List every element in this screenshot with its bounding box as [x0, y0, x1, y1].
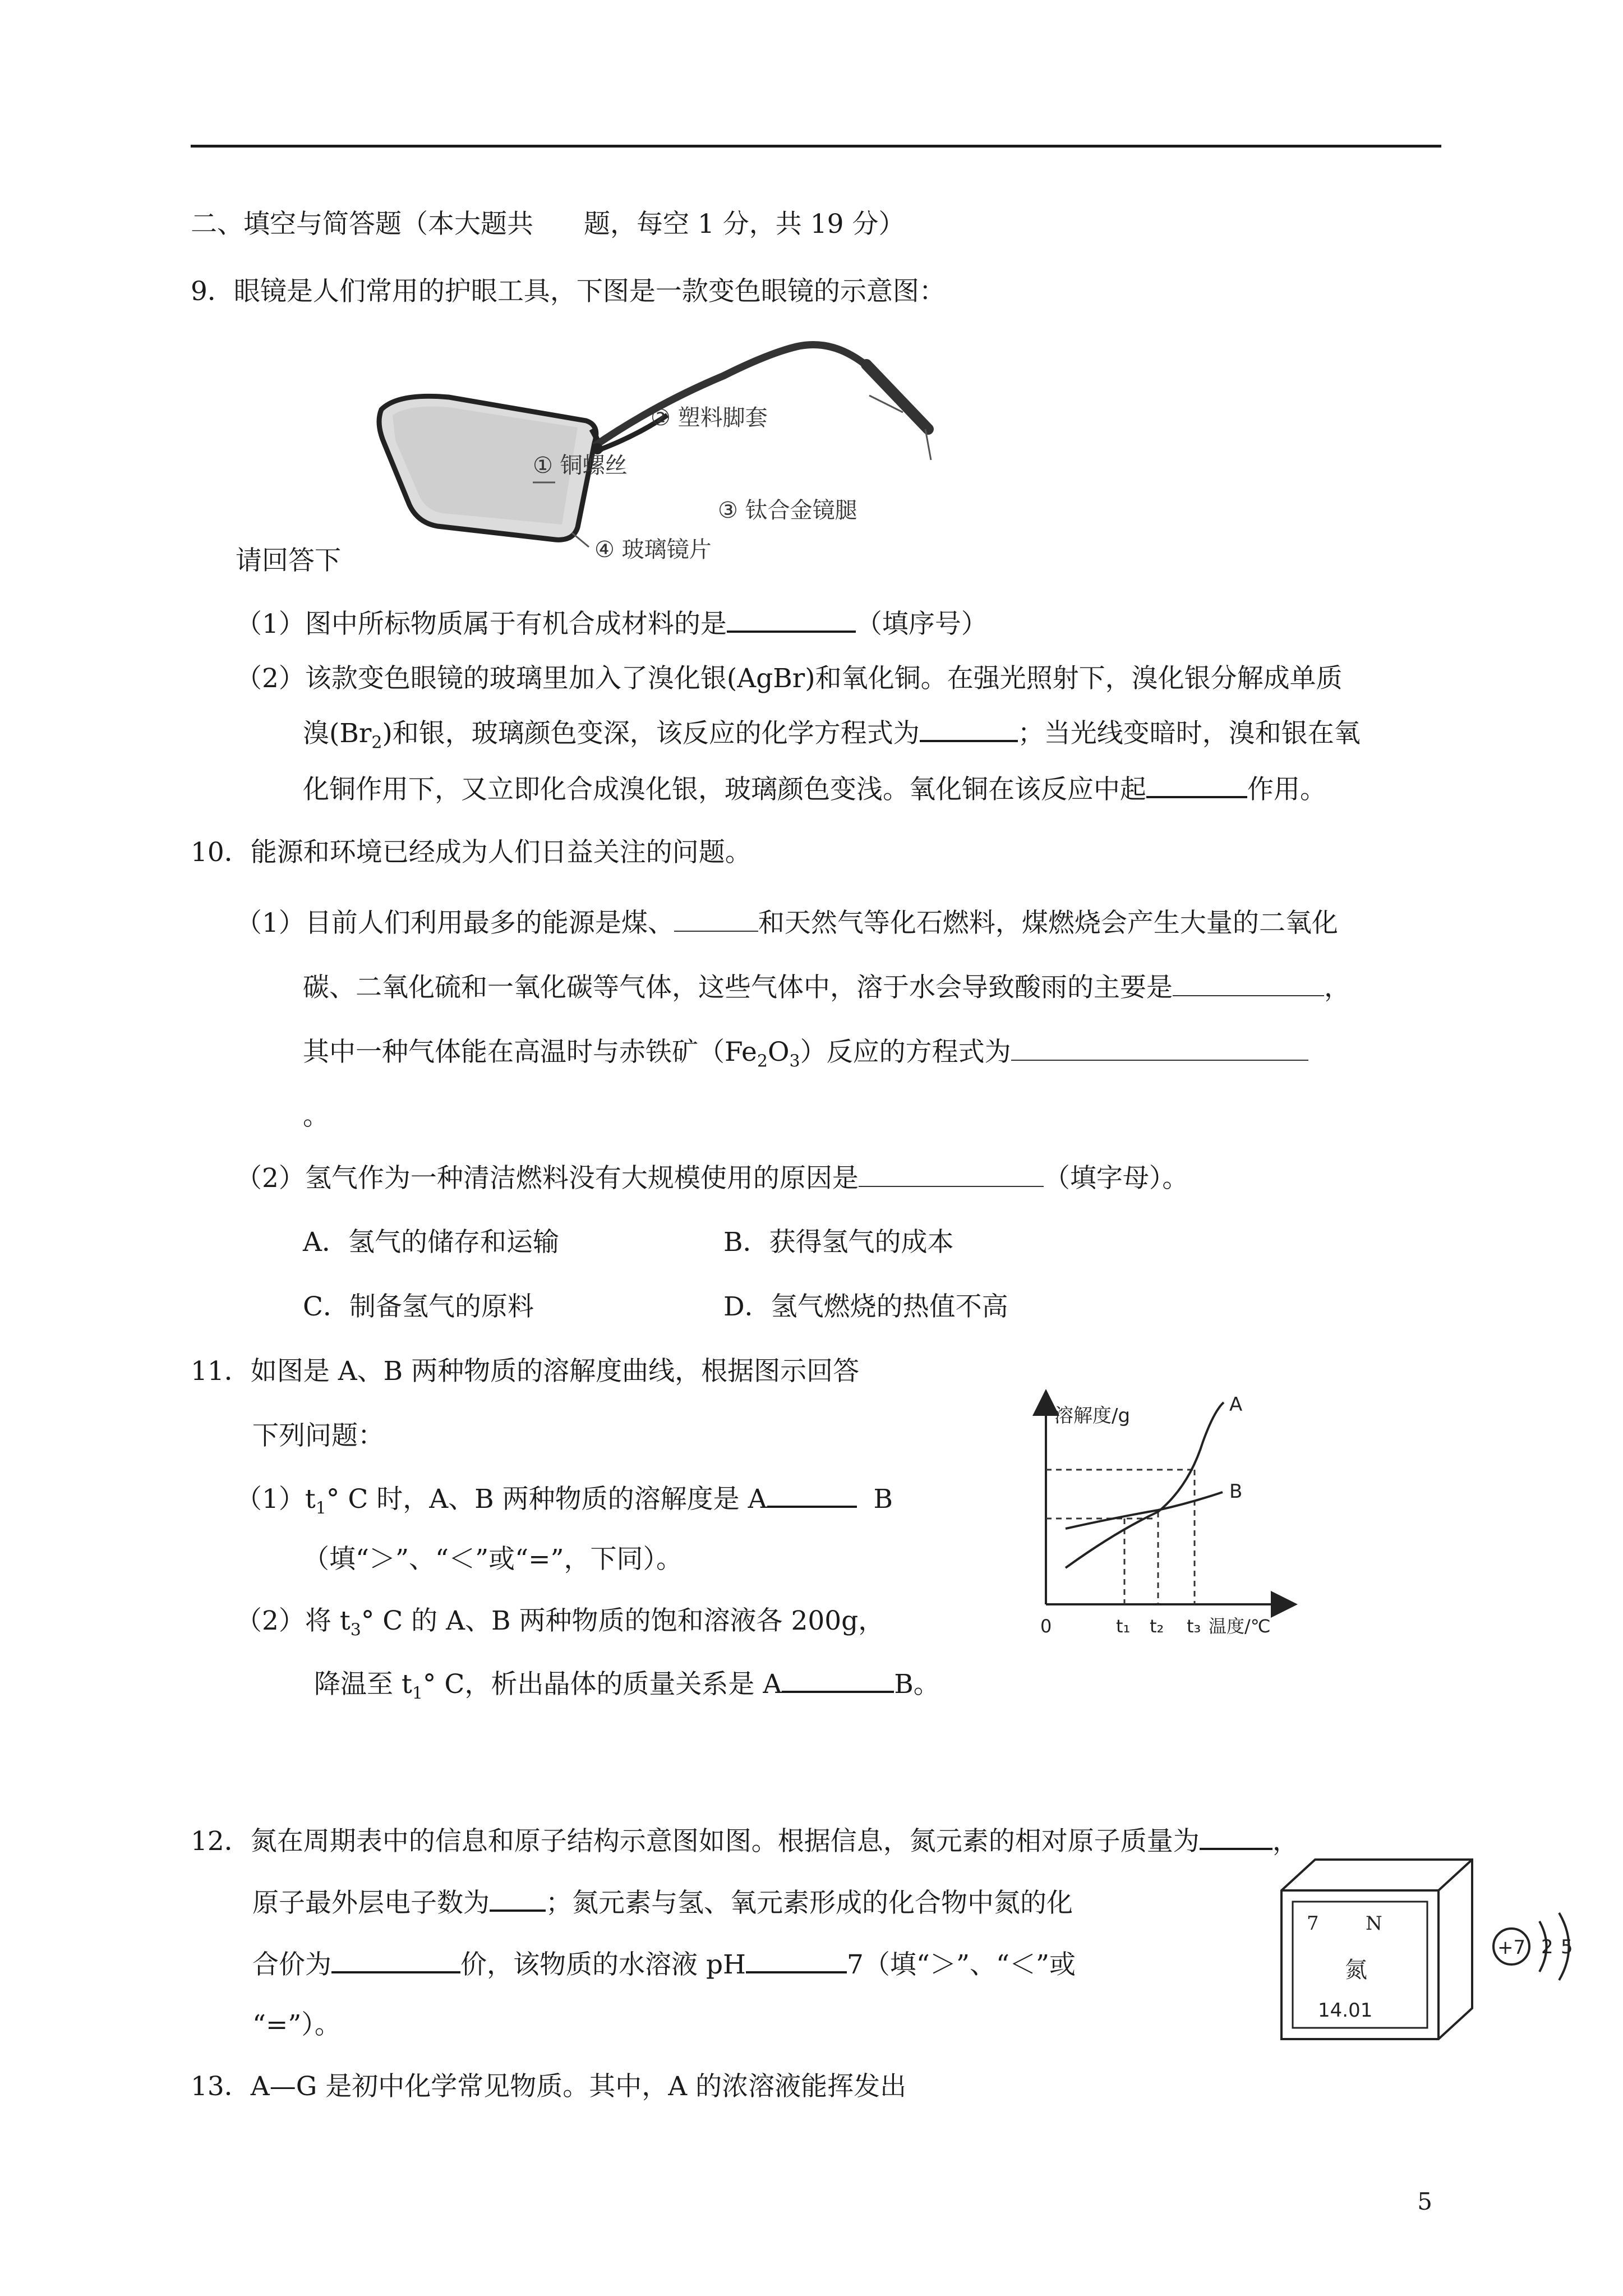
shell2-electrons: 5 — [1561, 1936, 1573, 1958]
chart-tick-t3: t₃ — [1187, 1616, 1201, 1637]
solubility-chart-svg — [1021, 1386, 1301, 1649]
answer-blank[interactable] — [727, 606, 856, 633]
label-plastic-tip: ② 塑料脚套 — [651, 405, 768, 431]
page-number: 5 — [1417, 2188, 1432, 2215]
q9-part2-line2: 溴$(Br_2)$和银，玻璃颜色变深，该反应的化学方程式为 ；当光线变暗时，溴和银在氧 — [303, 715, 1361, 760]
answer-blank[interactable] — [767, 1481, 857, 1508]
q10-option-c: C．制备氢气的原料 — [303, 1291, 534, 1322]
q11-part2: （2）将 $t_3^\circ$ C 的 A、B 两种物质的饱和溶液各 200g， — [236, 1605, 885, 1640]
q12-line1: 12．氮在周期表中的信息和原子结构示意图如图。根据信息，氮元素的相对原子质量为 ， — [191, 1823, 1299, 1858]
answer-blank[interactable] — [1173, 970, 1324, 996]
periodic-element-box — [1279, 1857, 1475, 2042]
answer-blank[interactable] — [746, 1947, 847, 1973]
element-symbol: N — [1366, 1912, 1382, 1935]
q10-part2: （2）氢气作为一种清洁燃料没有大规模使用的原因是 （填字母）。 — [236, 1161, 1188, 1195]
q10-option-b: B．获得氢气的成本 — [723, 1227, 954, 1258]
answer-blank[interactable] — [331, 1947, 460, 1973]
q11-part2-line2: 降温至 $t_1^\circ$ C，析出晶体的质量关系是 A B。 — [314, 1666, 940, 1710]
chart-label-b: B — [1229, 1480, 1243, 1503]
q9-stem: 9．眼镜是人们常用的护眼工具，下图是一款变色眼镜的示意图： — [191, 276, 946, 307]
element-mass: 14.01 — [1318, 1999, 1373, 2022]
label-titanium-temple: ③ 钛合金镜腿 — [718, 498, 857, 523]
chart-tick-t1: t₁ — [1116, 1616, 1131, 1637]
answer-blank[interactable] — [1011, 1035, 1308, 1061]
answer-blank[interactable] — [782, 1666, 894, 1693]
section-heading-a: 二、填空与简答题（本大题共 — [191, 209, 533, 240]
curve-b — [1066, 1492, 1223, 1529]
answer-blank[interactable] — [490, 1885, 546, 1912]
q9-part1: （1）图中所标物质属于有机合成材料的是 （填序号） — [236, 606, 988, 641]
glasses-figure — [365, 331, 981, 578]
q11-stem-line2: 下列问题： — [252, 1420, 384, 1451]
q10-part1-line1: （1）目前人们利用最多的能源是煤、 和天然气等化石燃料，煤燃烧会产生大量的二氧化 — [236, 906, 1338, 940]
q10-stem: 10．能源和环境已经成为人们日益关注的问题。 — [191, 837, 751, 868]
label-copper-screw: ① 铜螺丝 — [533, 453, 628, 478]
atom-structure-diagram — [1486, 1890, 1598, 2003]
answer-blank[interactable] — [674, 906, 758, 932]
q9-part2-line3: 化铜作用下，又立即化合成溴化银，玻璃颜色变浅。氧化铜在该反应中起 作用。 — [303, 771, 1326, 807]
label-glass-lens: ④ 玻璃镜片 — [594, 537, 712, 563]
shell1-electrons: 2 — [1541, 1936, 1553, 1958]
q10-part1-line4: 。 — [303, 1101, 329, 1131]
answer-blank[interactable] — [920, 715, 1018, 742]
curve-a — [1066, 1402, 1224, 1568]
chart-origin: 0 — [1040, 1616, 1052, 1637]
q12-line2: 原子最外层电子数为 ；氮元素与氢、氧元素形成的化合物中氮的化 — [252, 1885, 1073, 1920]
ear-piece — [866, 365, 928, 429]
q11-stem-line1: 11．如图是 A、B 两种物质的溶解度曲线，根据图示回答 — [191, 1356, 860, 1387]
q11-part1-line2: （填“＞”、“＜”或“=”，下同）。 — [303, 1544, 683, 1575]
answer-blank[interactable] — [1200, 1823, 1272, 1850]
solubility-chart — [1021, 1386, 1301, 1649]
q10-option-a: A．氢气的储存和运输 — [303, 1227, 559, 1258]
section-heading — [191, 208, 905, 241]
element-number: 7 — [1307, 1912, 1319, 1935]
q10-option-d: D．氢气燃烧的热值不高 — [723, 1291, 1008, 1322]
nucleus-charge: +7 — [1497, 1936, 1526, 1959]
q12-line3: 合价为 价，该物质的水溶液 pH 7（填“＞”、“＜”或 — [252, 1947, 1076, 1982]
q13-stem: 13．A—G 是初中化学常见物质。其中，A 的浓溶液能挥发出 — [191, 2071, 907, 2102]
q10-part1-line3: 其中一种气体能在高温时与赤铁矿$(Fe_2O_3)$反应的方程式为 — [303, 1035, 1308, 1078]
answer-blank[interactable] — [859, 1161, 1044, 1187]
q9-part2-line1: （2）该款变色眼镜的玻璃里加入了溴化银(AgBr)和氧化铜。在强光照射下，溴化银分解成单质 — [236, 663, 1343, 694]
q10-part1-line2: 碳、二氧化硫和一氧化碳等气体，这些气体中，溶于水会导致酸雨的主要是 ， — [303, 970, 1350, 1005]
chart-ylabel: 溶解度/g — [1054, 1405, 1131, 1427]
element-name: 氮 — [1345, 1957, 1367, 1983]
answer-blank[interactable] — [1146, 771, 1247, 798]
chart-tick-t2: t₂ — [1150, 1616, 1164, 1637]
section-heading-b: 题，每空 1 分，共 19 分） — [584, 209, 905, 240]
q11-part1: $(1)t_1^\circ$ C 时，A、B 两种物质的溶解度是 A B — [236, 1481, 893, 1525]
chart-label-a: A — [1229, 1393, 1243, 1416]
q9-answer-intro: 请回答下 — [236, 545, 341, 576]
q12-line4: “=”）。 — [252, 2009, 341, 2040]
chart-xlabel: 温度/℃ — [1209, 1616, 1271, 1637]
header-rule — [191, 145, 1441, 148]
